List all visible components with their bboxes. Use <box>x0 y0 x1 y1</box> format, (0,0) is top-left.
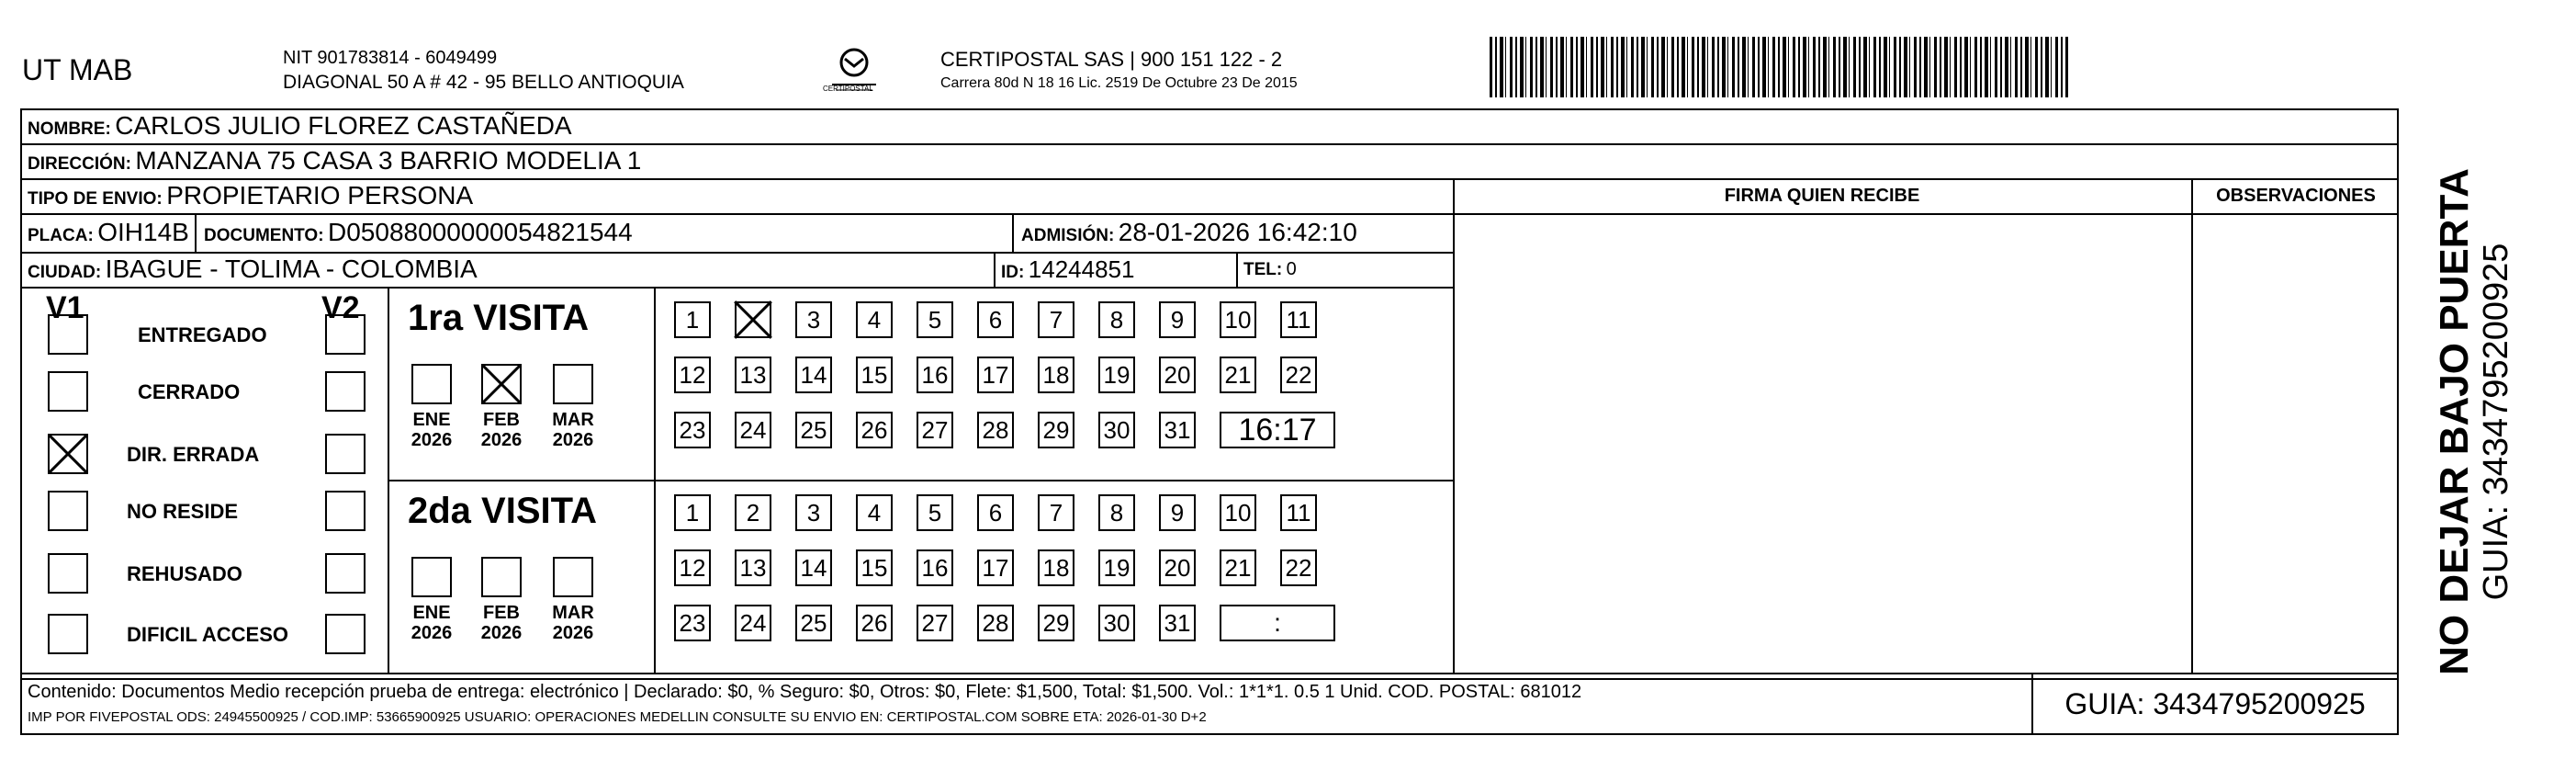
day-box[interactable]: 22 <box>1280 549 1317 586</box>
day-box[interactable]: 28 <box>977 605 1014 641</box>
side-warning: NO DEJAR BAJO PUERTA <box>2432 168 2477 675</box>
v1-header: V1 <box>46 290 84 325</box>
status-label: ENTREGADO <box>138 323 267 346</box>
v2-checkbox[interactable] <box>325 491 366 531</box>
day-box[interactable]: 19 <box>1098 549 1135 586</box>
day-box[interactable]: 27 <box>917 605 953 641</box>
month-year: 2026 <box>411 430 453 450</box>
day-box[interactable]: 11 <box>1280 301 1317 338</box>
footer-guia: GUIA: 3434795200925 <box>2064 687 2366 720</box>
day-box[interactable]: 21 <box>1220 357 1256 393</box>
ciudad-label: CIUDAD: <box>28 263 102 282</box>
documento-label: DOCUMENTO: <box>204 226 324 245</box>
day-box[interactable]: 31 <box>1159 412 1196 448</box>
direccion-value: MANZANA 75 CASA 3 BARRIO MODELIA 1 <box>135 146 642 175</box>
placa-value: OIH14B <box>97 218 189 246</box>
day-box[interactable]: 25 <box>795 605 832 641</box>
day-box[interactable]: 11 <box>1280 494 1317 531</box>
nit-line: NIT 901783814 - 6049499 <box>283 48 498 68</box>
day-box[interactable]: 7 <box>1038 301 1074 338</box>
month-year: 2026 <box>552 430 594 450</box>
status-label: NO RESIDE <box>127 500 239 523</box>
address-line: DIAGONAL 50 A # 42 - 95 BELLO ANTIOQUIA <box>283 72 684 93</box>
v2-checkbox[interactable] <box>325 614 366 654</box>
month-checkbox[interactable] <box>553 364 593 404</box>
v1-checkbox[interactable] <box>48 434 88 474</box>
status-label: CERRADO <box>138 380 241 403</box>
day-box[interactable]: 18 <box>1038 357 1074 393</box>
day-box[interactable]: 19 <box>1098 357 1135 393</box>
month-name: FEB <box>483 603 520 623</box>
day-box[interactable]: 8 <box>1098 494 1135 531</box>
status-label: DIFICIL ACCESO <box>127 623 289 646</box>
day-box[interactable]: 9 <box>1159 301 1196 338</box>
month-checkbox[interactable] <box>411 364 452 404</box>
day-box[interactable]: 10 <box>1220 301 1256 338</box>
month-label <box>474 603 529 643</box>
placa-label: PLACA: <box>28 226 94 245</box>
day-box[interactable]: 29 <box>1038 605 1074 641</box>
day-box[interactable]: 14 <box>795 549 832 586</box>
day-box[interactable]: 21 <box>1220 549 1256 586</box>
month-label <box>404 603 459 643</box>
month-year: 2026 <box>552 623 594 643</box>
direccion-label: DIRECCIÓN: <box>28 154 131 174</box>
id-value: 14244851 <box>1028 255 1135 283</box>
month-name: MAR <box>552 603 594 623</box>
v1-checkbox[interactable] <box>48 553 88 594</box>
time-box[interactable]: 16:17 <box>1220 412 1335 448</box>
day-box[interactable]: 16 <box>917 549 953 586</box>
firma-header: FIRMA QUIEN RECIBE <box>1724 186 1920 206</box>
day-box[interactable]: 26 <box>856 605 893 641</box>
day-box[interactable]: 10 <box>1220 494 1256 531</box>
day-box[interactable]: 6 <box>977 494 1014 531</box>
month-checkbox[interactable] <box>553 557 593 597</box>
day-box[interactable]: 28 <box>977 412 1014 448</box>
day-box[interactable]: 14 <box>795 357 832 393</box>
nombre-value: CARLOS JULIO FLOREZ CASTAÑEDA <box>115 111 572 140</box>
tipo-label: TIPO DE ENVIO: <box>28 189 163 209</box>
month-label <box>546 410 601 450</box>
company-name: UT MAB <box>22 53 133 86</box>
month-name: ENE <box>412 603 451 623</box>
day-box[interactable]: 12 <box>674 549 711 586</box>
visit-title: 2da VISITA <box>408 491 597 531</box>
month-checkbox[interactable] <box>481 557 522 597</box>
tipo-value: PROPIETARIO PERSONA <box>166 181 474 209</box>
certipostal-line: CERTIPOSTAL SAS | 900 151 122 - 2 <box>940 48 1283 71</box>
month-name: MAR <box>552 410 594 430</box>
month-name: ENE <box>412 410 451 430</box>
day-box[interactable]: 6 <box>977 301 1014 338</box>
tel-value: 0 <box>1286 259 1297 279</box>
day-box[interactable]: 20 <box>1159 357 1196 393</box>
v2-checkbox[interactable] <box>325 434 366 474</box>
day-box[interactable]: 1 <box>674 494 711 531</box>
admision-value: 28-01-2026 16:42:10 <box>1118 218 1357 246</box>
day-box[interactable]: 12 <box>674 357 711 393</box>
logo-text: CERTIPOSTAL <box>823 85 873 93</box>
month-label <box>474 410 529 450</box>
day-box[interactable]: 25 <box>795 412 832 448</box>
day-box[interactable]: 3 <box>795 494 832 531</box>
day-box[interactable]: 4 <box>856 301 893 338</box>
v1-checkbox[interactable] <box>48 314 88 355</box>
side-guia: GUIA: 3434795200925 <box>2477 243 2515 601</box>
day-box[interactable]: 5 <box>917 494 953 531</box>
day-box[interactable]: 20 <box>1159 549 1196 586</box>
day-box[interactable]: 16 <box>917 357 953 393</box>
barcode <box>1490 37 2068 97</box>
tel-label: TEL: <box>1243 260 1283 279</box>
day-box[interactable]: 2 <box>735 494 771 531</box>
day-box[interactable]: 17 <box>977 357 1014 393</box>
day-box[interactable]: 17 <box>977 549 1014 586</box>
day-box[interactable]: 24 <box>735 605 771 641</box>
v2-header: V2 <box>321 290 360 325</box>
month-label <box>404 410 459 450</box>
month-year: 2026 <box>480 623 523 643</box>
day-box[interactable]: 8 <box>1098 301 1135 338</box>
footer-content: Contenido: Documentos Medio recepción prueba de entrega: electrónico | Declarado: $0, % Seguro: $0, Otros: $0, Flete: $1,500, Total: $1,500. Vol.: 1*1*1. 0.5 1 Unid. COD. POSTAL: 681012 <box>28 682 1582 702</box>
day-box[interactable]: 30 <box>1098 605 1135 641</box>
month-name: FEB <box>483 410 520 430</box>
month-checkbox[interactable] <box>481 364 522 404</box>
day-box[interactable]: 27 <box>917 412 953 448</box>
day-box[interactable]: 15 <box>856 549 893 586</box>
day-box[interactable]: 22 <box>1280 357 1317 393</box>
v2-checkbox[interactable] <box>325 314 366 355</box>
v1-checkbox[interactable] <box>48 491 88 531</box>
admision-label: ADMISIÓN: <box>1021 226 1115 245</box>
license-line: Carrera 80d N 18 16 Lic. 2519 De Octubre 23 De 2015 <box>940 75 1298 91</box>
month-checkbox[interactable] <box>411 557 452 597</box>
day-box[interactable]: 31 <box>1159 605 1196 641</box>
id-label: ID: <box>1001 263 1025 282</box>
month-year: 2026 <box>480 430 523 450</box>
v1-checkbox[interactable] <box>48 614 88 654</box>
day-box[interactable]: 23 <box>674 412 711 448</box>
time-box[interactable]: : <box>1220 605 1335 641</box>
v2-checkbox[interactable] <box>325 553 366 594</box>
day-box[interactable]: 4 <box>856 494 893 531</box>
day-box[interactable]: 9 <box>1159 494 1196 531</box>
v1-checkbox[interactable] <box>48 371 88 412</box>
day-box[interactable]: 13 <box>735 357 771 393</box>
nombre-label: NOMBRE: <box>28 119 111 139</box>
status-label: DIR. ERRADA <box>127 443 260 466</box>
day-box[interactable]: 5 <box>917 301 953 338</box>
ciudad-value: IBAGUE - TOLIMA - COLOMBIA <box>105 255 478 283</box>
v2-checkbox[interactable] <box>325 371 366 412</box>
side-text <box>2410 108 2538 735</box>
status-label: REHUSADO <box>127 562 242 585</box>
day-box[interactable]: 13 <box>735 549 771 586</box>
footer-imp: IMP POR FIVEPOSTAL ODS: 24945500925 / COD.IMP: 53665900925 USUARIO: OPERACIONES MEDELLIN CONSULTE SU ENVIO EN: CERTIPOSTAL.COM SOBRE ETA: 2026-01-30 D+2 <box>28 709 1207 725</box>
day-box[interactable]: 7 <box>1038 494 1074 531</box>
day-box[interactable]: 1 <box>674 301 711 338</box>
day-box[interactable]: 15 <box>856 357 893 393</box>
day-box[interactable] <box>735 301 771 338</box>
documento-value: D05088000000054821544 <box>328 218 633 246</box>
day-box[interactable]: 3 <box>795 301 832 338</box>
day-box[interactable]: 29 <box>1038 412 1074 448</box>
month-year: 2026 <box>411 623 453 643</box>
day-box[interactable]: 23 <box>674 605 711 641</box>
observaciones-header: OBSERVACIONES <box>2216 186 2376 206</box>
day-box[interactable]: 30 <box>1098 412 1135 448</box>
visit-title: 1ra VISITA <box>408 298 590 338</box>
day-box[interactable]: 26 <box>856 412 893 448</box>
month-label <box>546 603 601 643</box>
day-box[interactable]: 18 <box>1038 549 1074 586</box>
day-box[interactable]: 24 <box>735 412 771 448</box>
